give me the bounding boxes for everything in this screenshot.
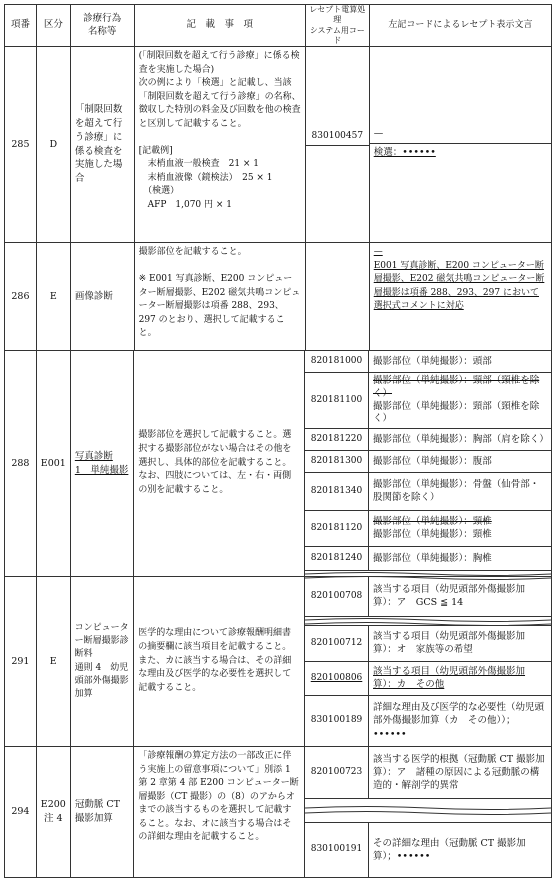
procedure-name: 「制限回数を超えて行う診療」に係る検査を実施した場合: [71, 47, 135, 242]
display-text: 詳細な理由及び医学的な必要性（幼児頭部外傷撮影加算（カ その他））；••••••: [373, 702, 545, 740]
table-header: [5, 5, 551, 47]
display-text: その詳細な理由（冠動脈 CT 撮影加算）；••••••: [373, 837, 526, 862]
list-item: [305, 577, 551, 617]
list-item: [305, 511, 551, 547]
code-list: [305, 351, 551, 576]
code-value: 820181100: [305, 373, 369, 428]
omission-wave: [305, 617, 551, 626]
procedure-name: 写真診断 1 単純撮影: [71, 351, 135, 576]
display-text: 撮影部位（単純撮影）：腹部: [373, 455, 492, 467]
code-value: 820100712: [305, 626, 369, 661]
item-number: 294: [5, 747, 37, 877]
display-new: 撮影部位（単純撮影）：頸椎: [373, 528, 492, 540]
list-item: [305, 429, 551, 451]
receipt-table: [4, 4, 552, 878]
procedure-name: 画像診断: [71, 243, 135, 350]
code-value: 830100189: [305, 696, 369, 746]
item-number: 285: [5, 47, 37, 242]
header-description: 記 載 事 項: [135, 5, 306, 46]
item-number: 286: [5, 243, 37, 350]
display-text: 撮影部位（単純撮影）：骨盤（仙骨部・股関節を除く）: [373, 478, 540, 503]
display-text: 該当する項目（幼児頭部外傷撮影加算）：カ その他: [373, 665, 526, 690]
code-value: 820100806: [305, 662, 369, 695]
code-value: 830100457: [306, 47, 369, 146]
description: (「制限回数を超えて行う診療」に係る検査を実施した場合) 次の例により「検選」と記載し、当該「制限回数を超えて行う診療」の名称、徴収した特別の料金及び回数を他の検査と区別して記載すること。 [記載例] 末梢血液一般検査 21 × 1 末梢血液像（鏡検法） 25 × 1 （検選） AFP 1,070 円 × 1: [135, 47, 306, 242]
display-text: 撮影部位（単純撮影）：頭部: [373, 355, 492, 367]
table-row: [5, 351, 551, 577]
table-row: [5, 747, 551, 877]
category: E001: [37, 351, 71, 576]
omission-wave: [305, 799, 551, 823]
category: E: [37, 577, 71, 746]
display-old: —: [373, 247, 383, 257]
code-list: [305, 577, 551, 746]
code-value: 820181240: [305, 547, 369, 570]
procedure-name: 冠動脈 CT 撮影加算: [71, 747, 135, 877]
display-text: 撮影部位（単純撮影）：胸椎: [373, 552, 492, 564]
list-item: [305, 823, 551, 877]
code: [306, 47, 370, 242]
item-number: 288: [5, 351, 37, 576]
omission-wave: [305, 571, 551, 576]
list-item: [305, 696, 551, 746]
table-row: [5, 577, 551, 747]
display-new: 検選：••••••: [373, 147, 436, 158]
code-value: 820181340: [305, 473, 369, 510]
table-row: [5, 47, 551, 243]
display-text: 該当する項目（幼児頭部外傷撮影加算）：ア GCS ≦ 14: [373, 583, 526, 608]
display-text: 撮影部位（単純撮影）：胸部（肩を除く）: [373, 433, 549, 445]
code-value: 820100723: [305, 747, 369, 798]
item-number: 291: [5, 577, 37, 746]
display-old: 撮影部位（単純撮影）：頸椎: [373, 515, 492, 527]
list-item: [305, 451, 551, 473]
list-item: [305, 373, 551, 429]
code-value: 820181220: [305, 429, 369, 450]
header-category: 区分: [37, 5, 71, 46]
description: 「診療報酬の算定方法の一部改正に伴う実施上の留意事項について」別添 1 第 2 章第 4 部 E200 コンピューター断層撮影（CT 撮影）の（8）のアからオまでの該当するものを選択して記載すること。なお、オに該当する場合はその詳細な理由を記載すること。: [134, 747, 305, 877]
category: E200 注 4: [37, 747, 71, 877]
display-old: —: [370, 47, 551, 144]
code-list: [305, 747, 551, 877]
description: 医学的な理由について診療報酬明細書の摘要欄に該当項目を記載すること。また、カに該当する場合は、その詳細な理由及び医学的な必要性を選択して記載すること。: [134, 577, 305, 746]
display-text: [370, 47, 551, 242]
description: 撮影部位を選択して記載すること。選択する撮影部位がない場合はその他を選択し、具体的部位を記載すること。なお、四肢については、左・右・両側の別を記載すること。: [134, 351, 305, 576]
list-item: [305, 473, 551, 511]
list-item: [305, 547, 551, 571]
code-value: 820181300: [305, 451, 369, 472]
list-item: [305, 747, 551, 799]
category: D: [37, 47, 71, 242]
category: E: [37, 243, 71, 350]
header-procedure-name: 診療行為 名称等: [71, 5, 135, 46]
code: [306, 243, 370, 350]
display-text: 該当する項目（幼児頭部外傷撮影加算）：オ 家族等の希望: [373, 630, 526, 655]
procedure-name: コンピューター断層撮影診断料 通則 4 幼児頭部外傷撮影加算: [71, 577, 135, 746]
table-row: [5, 243, 551, 351]
display-new: E001 写真診断、E200 コンピューター断層撮影、E202 磁気共鳴コンピューター断層撮影は項番 288、293、297 において選択式コメントに対応: [373, 260, 545, 311]
description: 撮影部位を記載すること。 ※ E001 写真診断、E200 コンピューター断層撮影、E202 磁気共鳴コンピューター断層撮影は項番 288、293、297 のとおり、選択して記載すること。: [135, 243, 306, 350]
code-value: 820100708: [305, 577, 369, 616]
display-text: 該当する医学的根拠（冠動脈 CT 撮影加算）：ア 諸種の原因による冠動脈の構造的・解剖学的異常: [373, 753, 545, 792]
header-display-text: 左記コードによるレセプト表示文言: [388, 19, 533, 30]
list-item: [305, 626, 551, 662]
display-old: 撮影部位（単純撮影）：頸部（頸椎を除く）: [373, 375, 540, 399]
code-value: 820181000: [305, 351, 369, 372]
display-new: 撮影部位（単純撮影）：頸部（頸椎を除く）: [373, 400, 540, 425]
header-item-number: 項番: [5, 5, 37, 46]
list-item: [305, 662, 551, 696]
code-value: 830100191: [305, 823, 369, 877]
code-value: 820181120: [305, 511, 369, 546]
list-item: [305, 351, 551, 373]
header-code: レセプト電算処理 システム用コード: [306, 5, 370, 46]
display-text: [370, 243, 551, 350]
